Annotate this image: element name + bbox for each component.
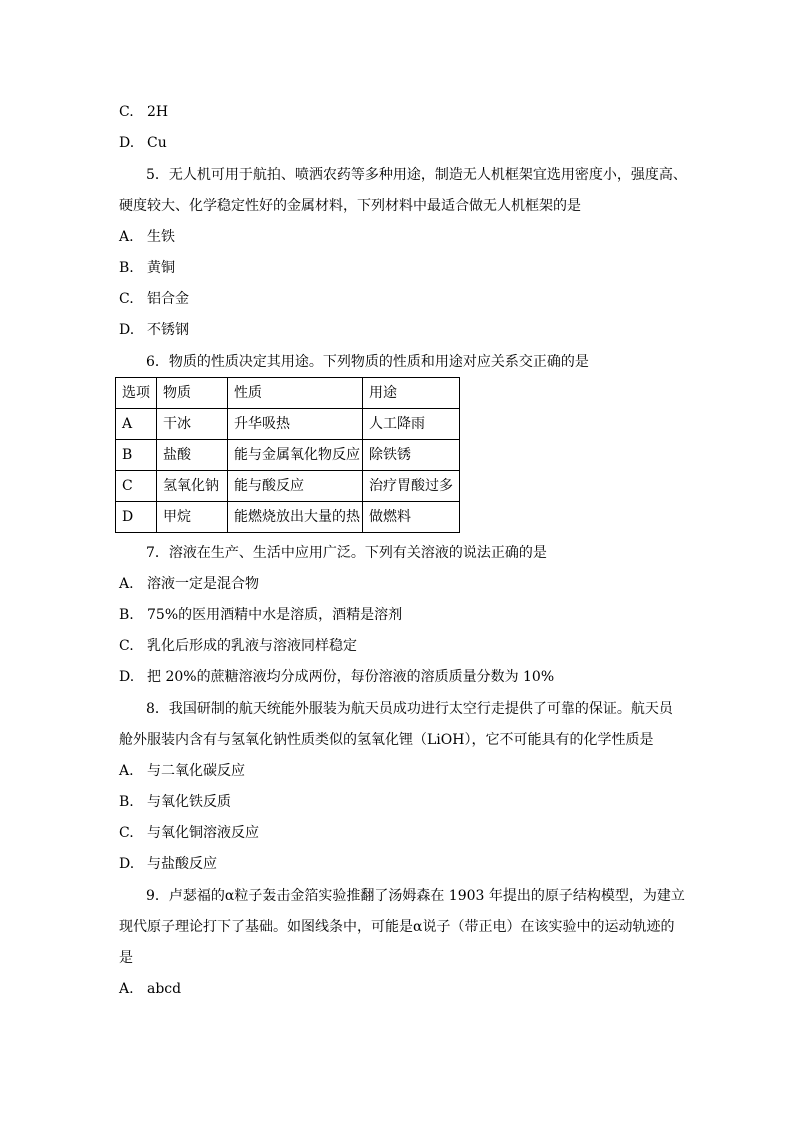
option-letter: A. xyxy=(119,763,134,779)
option-text: abcd xyxy=(147,981,182,997)
q9-stem-line2: 现代原子理论打下了基础。如图线条中，可能是α说子（带正电）在该实验中的运动轨迹的 xyxy=(119,919,675,935)
q5-option-d xyxy=(119,320,189,340)
option-letter: D. xyxy=(119,856,135,872)
table-cell: 除铁锈 xyxy=(363,440,460,471)
option-letter: A. xyxy=(119,576,134,592)
table-cell: 氢氧化钠 xyxy=(157,471,228,502)
table-row xyxy=(116,502,460,533)
table-cell: 升华吸热 xyxy=(228,409,363,440)
q7-stem: 7．溶液在生产、生活中应用广泛。下列有关溶液的说法正确的是 xyxy=(146,545,547,561)
table-cell: A xyxy=(116,409,157,440)
table-cell: 能燃烧放出大量的热 xyxy=(228,502,363,533)
q9-option-a xyxy=(119,979,181,999)
q5-stem-line1: 5．无人机可用于航拍、喷洒农药等多种用途，制造无人机框架宜选用密度小，强度高、 xyxy=(146,167,687,183)
table-cell: 甲烷 xyxy=(157,502,228,533)
table-row xyxy=(116,471,460,502)
option-text: 生铁 xyxy=(147,229,175,245)
option-letter: C. xyxy=(119,638,134,654)
q5-option-a xyxy=(119,227,175,247)
q7-option-d xyxy=(119,667,554,687)
q7-option-b xyxy=(119,605,402,625)
q9-stem-line1: 9．卢瑟福的α粒子轰击金箔实验推翻了汤姆森在 1903 年提出的原子结构模型，为建立 xyxy=(146,888,685,904)
q8-option-d xyxy=(119,854,217,874)
q4-option-d xyxy=(119,133,167,153)
option-letter: B. xyxy=(119,794,134,810)
option-letter: C. xyxy=(119,825,134,841)
option-letter: C. xyxy=(119,291,134,307)
option-text: 与氧化铁反质 xyxy=(147,794,231,810)
table-header-cell: 性质 xyxy=(228,378,363,409)
table-cell: 做燃料 xyxy=(363,502,460,533)
option-text: 与二氧化碳反应 xyxy=(147,763,245,779)
table-cell: 盐酸 xyxy=(157,440,228,471)
option-text: 把 20%的蔗糖溶液均分成两份，每份溶液的溶质质量分数为 10% xyxy=(147,669,555,685)
option-letter: A. xyxy=(119,229,134,245)
table-header-row xyxy=(116,378,460,409)
table-header-cell: 选项 xyxy=(116,378,157,409)
option-text: 与氧化铜溶液反应 xyxy=(147,825,259,841)
q8-stem-line1: 8．我国研制的航天统能外服装为航天员成功进行太空行走提供了可靠的保证。航天员 xyxy=(146,701,673,717)
q5-option-c xyxy=(119,289,189,309)
option-text: 不锈钢 xyxy=(147,322,189,338)
q7-option-c xyxy=(119,636,357,656)
q8-option-a xyxy=(119,761,245,781)
q5-option-b xyxy=(119,258,175,278)
table-cell: 人工降雨 xyxy=(363,409,460,440)
q8-stem-line2: 舱外服装内含有与氢氧化钠性质类似的氢氧化锂（LiOH），它不可能具有的化学性质是 xyxy=(119,732,654,748)
option-text: 与盐酸反应 xyxy=(147,856,217,872)
option-letter: D. xyxy=(119,669,135,685)
option-text: 铝合金 xyxy=(147,291,189,307)
option-letter: D. xyxy=(119,322,135,338)
option-letter: D. xyxy=(119,135,135,151)
option-letter: B. xyxy=(119,607,134,623)
q6-property-table xyxy=(115,377,460,533)
table-header-cell: 用途 xyxy=(363,378,460,409)
option-text: 乳化后形成的乳液与溶液同样稳定 xyxy=(147,638,357,654)
table-cell: C xyxy=(116,471,157,502)
q8-option-c xyxy=(119,823,259,843)
option-text: 溶液一定是混合物 xyxy=(147,576,259,592)
table-cell: D xyxy=(116,502,157,533)
option-letter: A. xyxy=(119,981,134,997)
table-header-cell: 物质 xyxy=(157,378,228,409)
q5-stem-line2: 硬度较大、化学稳定性好的金属材料，下列材料中最适合做无人机框架的是 xyxy=(119,198,581,214)
table-cell: 治疗胃酸过多 xyxy=(363,471,460,502)
option-text: 75%的医用酒精中水是溶质，酒精是溶剂 xyxy=(147,607,403,623)
q7-option-a xyxy=(119,574,259,594)
table-cell: 能与酸反应 xyxy=(228,471,363,502)
q6-stem: 6．物质的性质决定其用途。下列物质的性质和用途对应关系交正确的是 xyxy=(146,354,589,370)
option-letter: B. xyxy=(119,260,134,276)
option-text: Cu xyxy=(147,135,167,151)
table-cell: B xyxy=(116,440,157,471)
table-cell: 能与金属氧化物反应 xyxy=(228,440,363,471)
option-text: 黄铜 xyxy=(147,260,175,276)
option-letter: C. xyxy=(119,104,134,120)
table-row xyxy=(116,409,460,440)
q4-option-c xyxy=(119,102,168,122)
q9-stem-line3: 是 xyxy=(119,950,133,966)
q8-option-b xyxy=(119,792,231,812)
table-cell: 干冰 xyxy=(157,409,228,440)
table-row xyxy=(116,440,460,471)
option-text: 2H xyxy=(147,104,169,120)
